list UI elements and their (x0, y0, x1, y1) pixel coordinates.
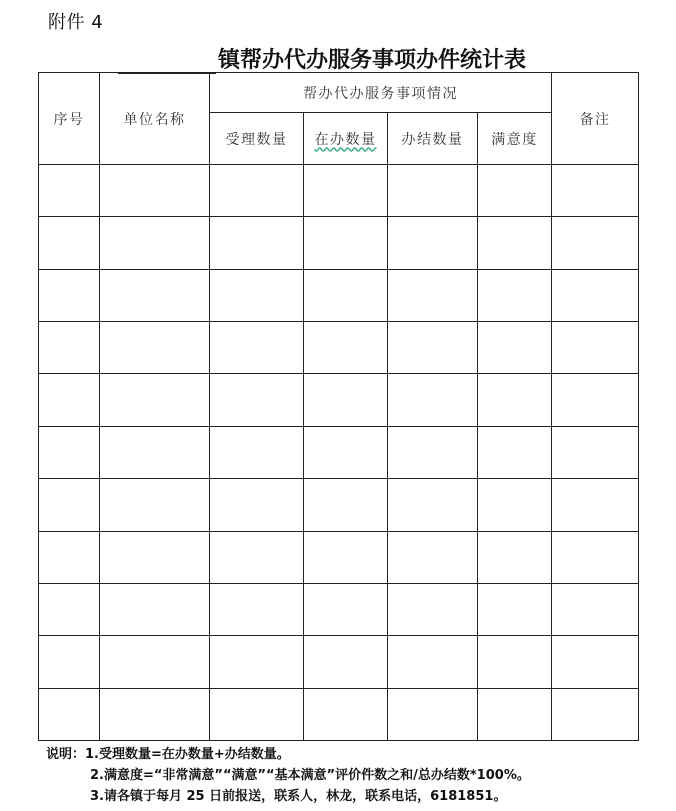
table-cell[interactable] (210, 636, 304, 688)
table-cell[interactable] (388, 269, 478, 321)
notes-label: 说明： (46, 747, 86, 762)
header-accepted-count: 受理数量 (210, 113, 304, 165)
town-name-blank (118, 49, 216, 74)
table-cell[interactable] (39, 479, 100, 531)
table-row (39, 636, 639, 688)
table-cell[interactable] (388, 688, 478, 740)
table-cell[interactable] (552, 531, 639, 583)
table-cell[interactable] (39, 322, 100, 374)
table-cell[interactable] (100, 165, 210, 217)
table-cell[interactable] (39, 688, 100, 740)
table-row (39, 479, 639, 531)
table-cell[interactable] (478, 583, 552, 635)
table-row (39, 688, 639, 740)
table-cell[interactable] (388, 636, 478, 688)
table-body (39, 165, 639, 741)
header-in-progress-count: 在办数量 (304, 113, 388, 165)
table-cell[interactable] (478, 479, 552, 531)
table-cell[interactable] (210, 426, 304, 478)
table-cell[interactable] (210, 217, 304, 269)
table-cell[interactable] (304, 165, 388, 217)
table-cell[interactable] (100, 269, 210, 321)
table-cell[interactable] (478, 636, 552, 688)
table-cell[interactable] (39, 374, 100, 426)
table-cell[interactable] (304, 217, 388, 269)
table-cell[interactable] (304, 426, 388, 478)
header-remark: 备注 (552, 73, 639, 165)
table-cell[interactable] (552, 688, 639, 740)
table-cell[interactable] (210, 583, 304, 635)
table-cell[interactable] (304, 322, 388, 374)
table-cell[interactable] (39, 426, 100, 478)
table-row (39, 374, 639, 426)
table-cell[interactable] (304, 636, 388, 688)
table-cell[interactable] (100, 322, 210, 374)
table-cell[interactable] (478, 269, 552, 321)
table-cell[interactable] (478, 374, 552, 426)
table-title (118, 42, 578, 74)
table-cell[interactable] (552, 217, 639, 269)
table-cell[interactable] (388, 374, 478, 426)
table-cell[interactable] (388, 322, 478, 374)
table-cell[interactable] (210, 374, 304, 426)
attachment-label: 附件 4 (48, 12, 104, 33)
note-item: 2.满意度=“非常满意”“满意”“基本满意”评价件数之和/总办结数*100%。 (90, 768, 530, 783)
table-cell[interactable] (388, 479, 478, 531)
table-cell[interactable] (388, 217, 478, 269)
table-cell[interactable] (210, 322, 304, 374)
table-cell[interactable] (210, 269, 304, 321)
table-cell[interactable] (552, 583, 639, 635)
table-cell[interactable] (304, 688, 388, 740)
table-cell[interactable] (100, 583, 210, 635)
table-cell[interactable] (210, 688, 304, 740)
table-cell[interactable] (552, 165, 639, 217)
table-cell[interactable] (478, 165, 552, 217)
note-line-1 (46, 744, 530, 765)
table-cell[interactable] (304, 583, 388, 635)
table-cell[interactable] (478, 531, 552, 583)
table-row (39, 583, 639, 635)
table-row (39, 426, 639, 478)
note-line-2 (46, 765, 530, 786)
table-cell[interactable] (552, 374, 639, 426)
header-unit-name: 单位名称 (100, 73, 210, 165)
table-cell[interactable] (478, 217, 552, 269)
table-cell[interactable] (304, 531, 388, 583)
title-text: 镇帮办代办服务事项办件统计表 (218, 48, 527, 73)
table-cell[interactable] (552, 479, 639, 531)
table-row (39, 165, 639, 217)
table-cell[interactable] (100, 688, 210, 740)
table-cell[interactable] (552, 322, 639, 374)
table-cell[interactable] (39, 217, 100, 269)
table-cell[interactable] (100, 636, 210, 688)
table-cell[interactable] (210, 165, 304, 217)
table-cell[interactable] (100, 479, 210, 531)
header-satisfaction: 满意度 (478, 113, 552, 165)
table-cell[interactable] (388, 583, 478, 635)
table-cell[interactable] (304, 269, 388, 321)
table-cell[interactable] (552, 636, 639, 688)
table-cell[interactable] (100, 531, 210, 583)
table-cell[interactable] (210, 479, 304, 531)
header-service-group: 帮办代办服务事项情况 (210, 73, 552, 113)
table-cell[interactable] (552, 269, 639, 321)
table-cell[interactable] (210, 531, 304, 583)
note-item: 3.请各镇于每月 25 日前报送，联系人，林龙，联系电话，6181851。 (90, 789, 507, 804)
notes-section (46, 744, 530, 807)
table-cell[interactable] (388, 426, 478, 478)
header-seq: 序号 (39, 73, 100, 165)
table-cell[interactable] (388, 531, 478, 583)
statistics-table (38, 72, 639, 741)
table-cell[interactable] (100, 426, 210, 478)
table-cell[interactable] (39, 583, 100, 635)
table-cell[interactable] (39, 269, 100, 321)
table-row (39, 531, 639, 583)
note-item: 1.受理数量=在办数量+办结数量。 (85, 747, 290, 762)
table-cell[interactable] (39, 165, 100, 217)
table-row (39, 269, 639, 321)
table-row (39, 217, 639, 269)
table-cell[interactable] (39, 636, 100, 688)
header-completed-count: 办结数量 (388, 113, 478, 165)
table-cell[interactable] (552, 426, 639, 478)
table-cell[interactable] (100, 217, 210, 269)
table-cell[interactable] (304, 479, 388, 531)
note-line-3 (46, 786, 530, 807)
table-cell[interactable] (304, 374, 388, 426)
table-cell[interactable] (478, 426, 552, 478)
table-cell[interactable] (100, 374, 210, 426)
table-row (39, 322, 639, 374)
table-cell[interactable] (39, 531, 100, 583)
table-cell[interactable] (388, 165, 478, 217)
table-cell[interactable] (478, 322, 552, 374)
table-cell[interactable] (478, 688, 552, 740)
